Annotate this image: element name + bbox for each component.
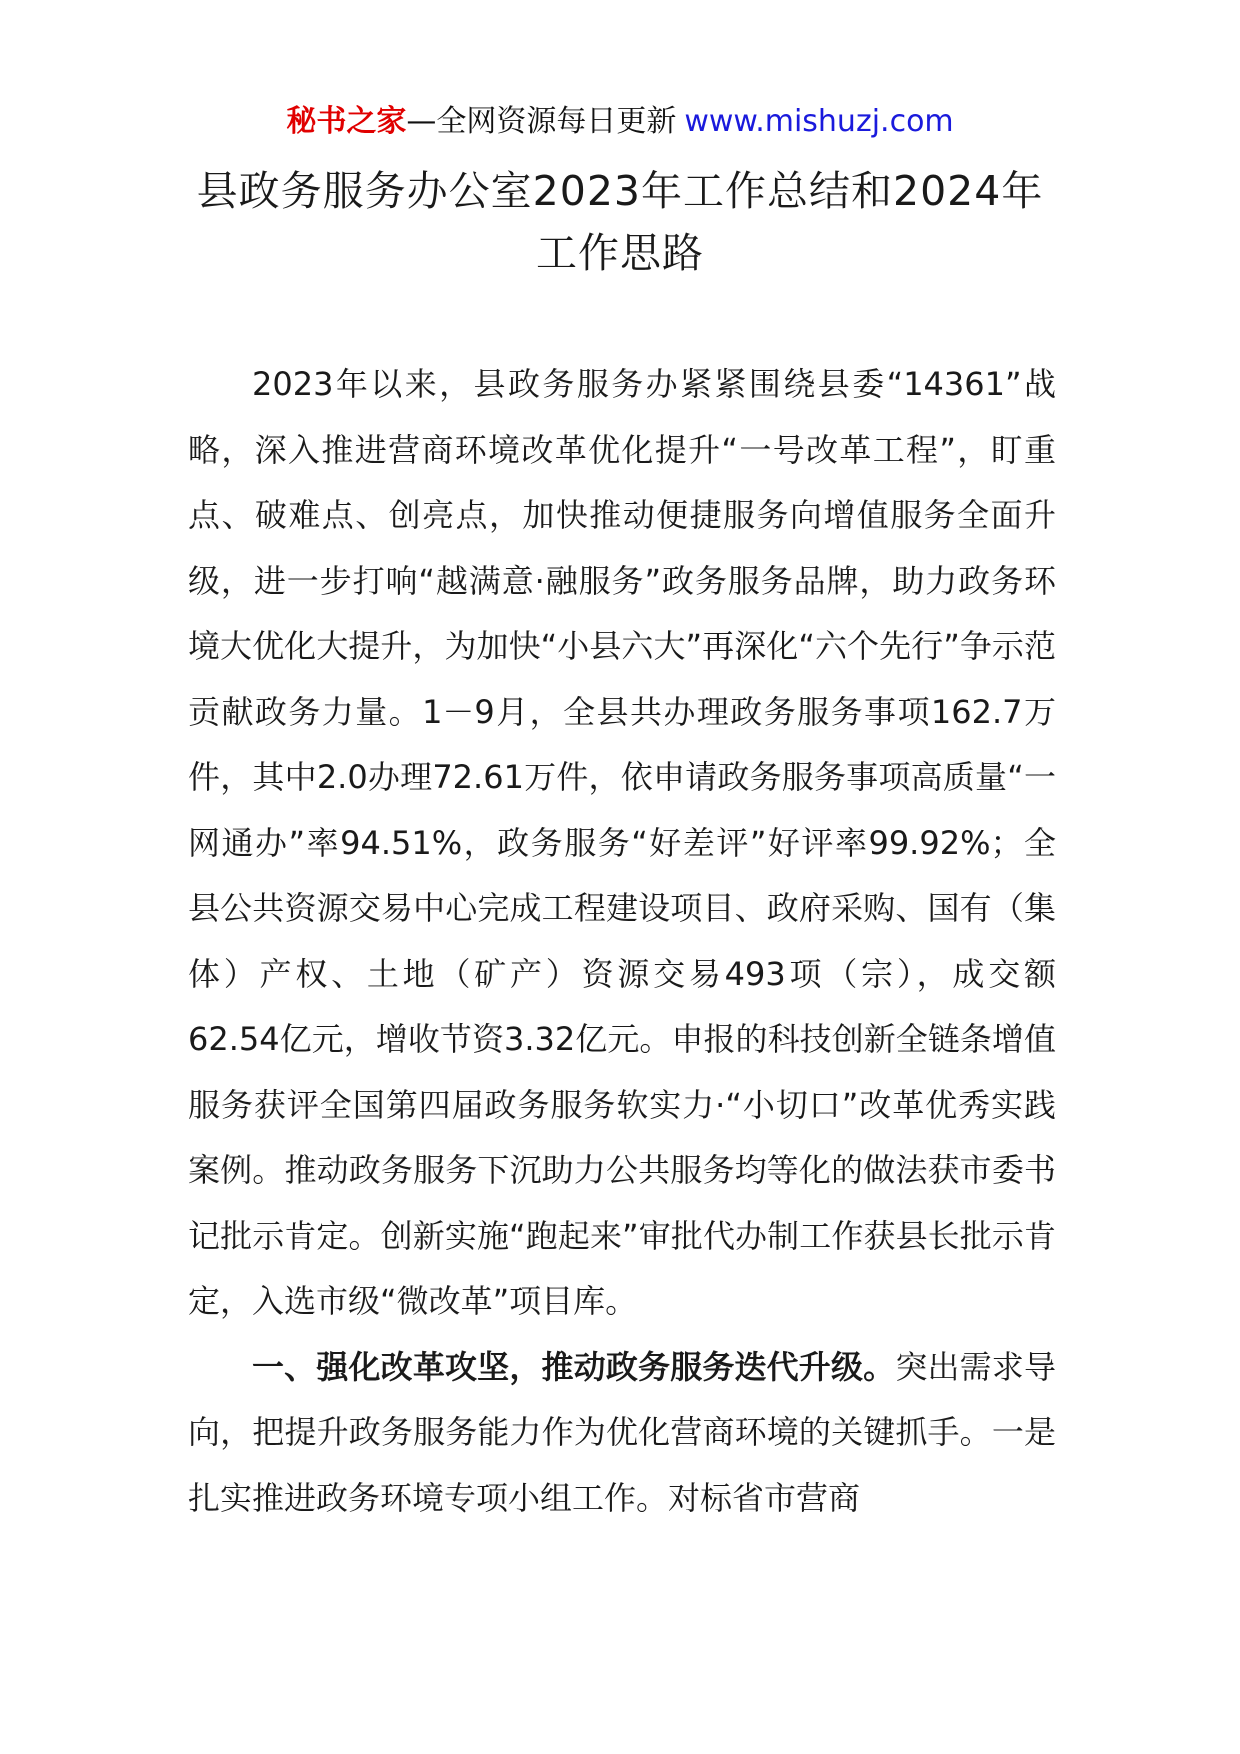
section-1-paragraph [188,1335,1056,1532]
site-url-link[interactable]: www.mishuzj.com [684,104,954,139]
site-header [0,100,1240,144]
document-title [150,160,1090,284]
brand-name: 秘书之家 [286,104,407,139]
header-tagline: —全网资源每日更新 [406,104,677,139]
document-body [188,352,1056,1531]
intro-paragraph: 2023年以来，县政务服务办紧紧围绕县委“14361”战略，深入推进营商环境改革优化提升“一号改革工程”，盯重点、破难点、创亮点，加快推动便捷服务向增值服务全面升级，进一步打响“越满意·融服务”政务服务品牌，助力政务环境大优化大提升，为加快“小县六大”再深化“六个先行”争示范贡献政务力量。1－9月，全县共办理政务服务事项162.7万件，其中2.0办理72.61万件，依申请政务服务事项高质量“一网通办”率94.51%，政务服务“好差评”好评率99.92%；全县公共资源交易中心完成工程建设项目、政府采购、国有（集体）产权、土地（矿产）资源交易493项（宗），成交额62.54亿元，增收节资3.32亿元。申报的科技创新全链条增值服务获评全国第四届政务服务软实力·“小切口”改革优秀实践案例。推动政务服务下沉助力公共服务均等化的做法获市委书记批示肯定。创新实施“跑起来”审批代办制工作获县长批示肯定，入选市级“微改革”项目库。 [188,365,1056,1320]
title-line-1: 县政务服务办公室2023年工作总结和2024年 [196,167,1044,215]
section-1-text: 突出需求导向，把提升政务服务能力作为优化营商环境的关键抓手。一是扎实推进政务环境专项小组工作。对标省市营商 [188,1347,1056,1517]
title-line-2: 工作思路 [536,229,704,277]
section-1-heading: 一、强化改革攻坚，推动政务服务迭代升级。 [252,1347,896,1386]
